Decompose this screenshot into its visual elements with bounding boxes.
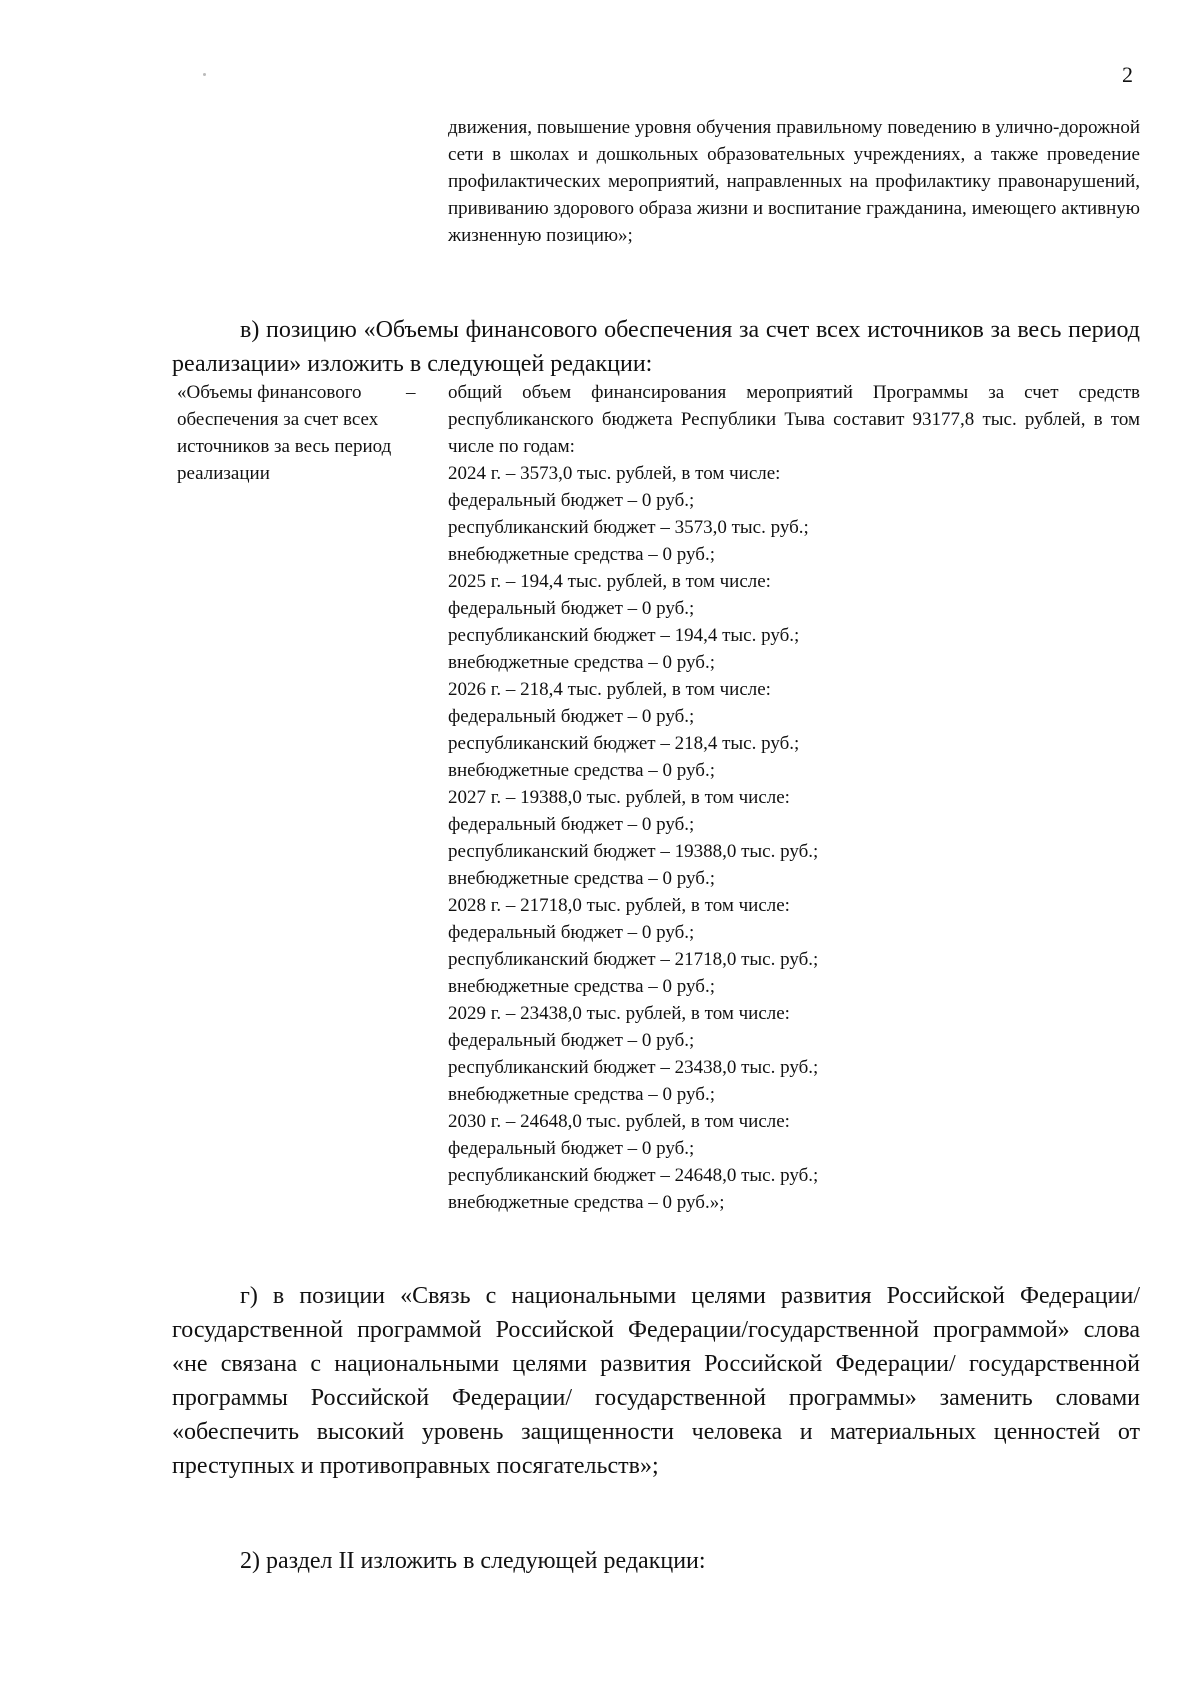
paragraph-2: 2) раздел II изложить в следующей редакции: — [240, 1548, 706, 1574]
funding-line: 2026 г. – 218,4 тыс. рублей, в том числе: — [448, 679, 771, 700]
funding-line: республиканский бюджет – 218,4 тыс. руб.; — [448, 733, 800, 754]
funding-line: внебюджетные средства – 0 руб.; — [448, 976, 715, 997]
funding-line: внебюджетные средства – 0 руб.; — [448, 1084, 715, 1105]
funding-line: внебюджетные средства – 0 руб.; — [448, 760, 715, 781]
funding-line: 2028 г. – 21718,0 тыс. рублей, в том числе: — [448, 895, 790, 916]
continued-paragraph: движения, повышение уровня обучения правильному поведению в улично-дорожной сети в школах и дошкольных образовательных учреждениях, а также проведение профилактических мероприятий, направленных на профилактику правонарушений, прививанию здорового образа жизни и воспитание гражданина, имеющего активную жизненную позицию»; — [448, 117, 1140, 246]
funding-line: 2024 г. – 3573,0 тыс. рублей, в том числе: — [448, 463, 781, 484]
funding-line: федеральный бюджет – 0 руб.; — [448, 598, 695, 619]
funding-line: республиканский бюджет – 19388,0 тыс. руб.; — [448, 841, 819, 862]
funding-line: внебюджетные средства – 0 руб.; — [448, 544, 715, 565]
funding-intro: общий объем финансирования мероприятий Программы за счет средств республиканского бюджета Республики Тыва составит 93177,8 тыс. рублей, в том числе по годам: — [448, 382, 1140, 457]
funding-line: 2029 г. – 23438,0 тыс. рублей, в том числе: — [448, 1003, 790, 1024]
paragraph-g: г) в позиции «Связь с национальными целями развития Российской Федерации/ государственной программой Российской Федерации/государственной программой» слова «не связана с национальными целями развития Российской Федерации/ государственной программы Российской Федерации/ государственной программы» заменить словами «обеспечить высокий уровень защищенности человека и материальных ценностей от преступных и противоправных посягательств»; — [172, 1283, 1140, 1479]
scan-mark — [203, 73, 206, 76]
funding-line: республиканский бюджет – 24648,0 тыс. руб.; — [448, 1165, 819, 1186]
funding-line: федеральный бюджет – 0 руб.; — [448, 814, 695, 835]
funding-line: республиканский бюджет – 194,4 тыс. руб.; — [448, 625, 800, 646]
funding-label: «Объемы финансового обеспечения за счет всех источников за весь период реализации — [177, 382, 392, 484]
funding-line: федеральный бюджет – 0 руб.; — [448, 1138, 695, 1159]
funding-line: 2030 г. – 24648,0 тыс. рублей, в том числе: — [448, 1111, 790, 1132]
paragraph-v: в) позицию «Объемы финансового обеспечения за счет всех источников за весь период реализации» изложить в следующей редакции: — [172, 317, 1140, 377]
funding-line: республиканский бюджет – 21718,0 тыс. руб.; — [448, 949, 819, 970]
funding-dash: – — [406, 382, 416, 403]
funding-line: внебюджетные средства – 0 руб.; — [448, 868, 715, 889]
funding-details — [448, 379, 1140, 1216]
page-number: 2 — [1122, 62, 1133, 87]
funding-line: внебюджетные средства – 0 руб.; — [448, 652, 715, 673]
funding-line: федеральный бюджет – 0 руб.; — [448, 922, 695, 943]
funding-line: федеральный бюджет – 0 руб.; — [448, 490, 695, 511]
funding-line: федеральный бюджет – 0 руб.; — [448, 1030, 695, 1051]
funding-line: 2027 г. – 19388,0 тыс. рублей, в том числе: — [448, 787, 790, 808]
funding-line: федеральный бюджет – 0 руб.; — [448, 706, 695, 727]
funding-line: республиканский бюджет – 3573,0 тыс. руб.; — [448, 517, 809, 538]
funding-line: республиканский бюджет – 23438,0 тыс. руб.; — [448, 1057, 819, 1078]
funding-line: внебюджетные средства – 0 руб.»; — [448, 1192, 725, 1213]
funding-line: 2025 г. – 194,4 тыс. рублей, в том числе: — [448, 571, 771, 592]
